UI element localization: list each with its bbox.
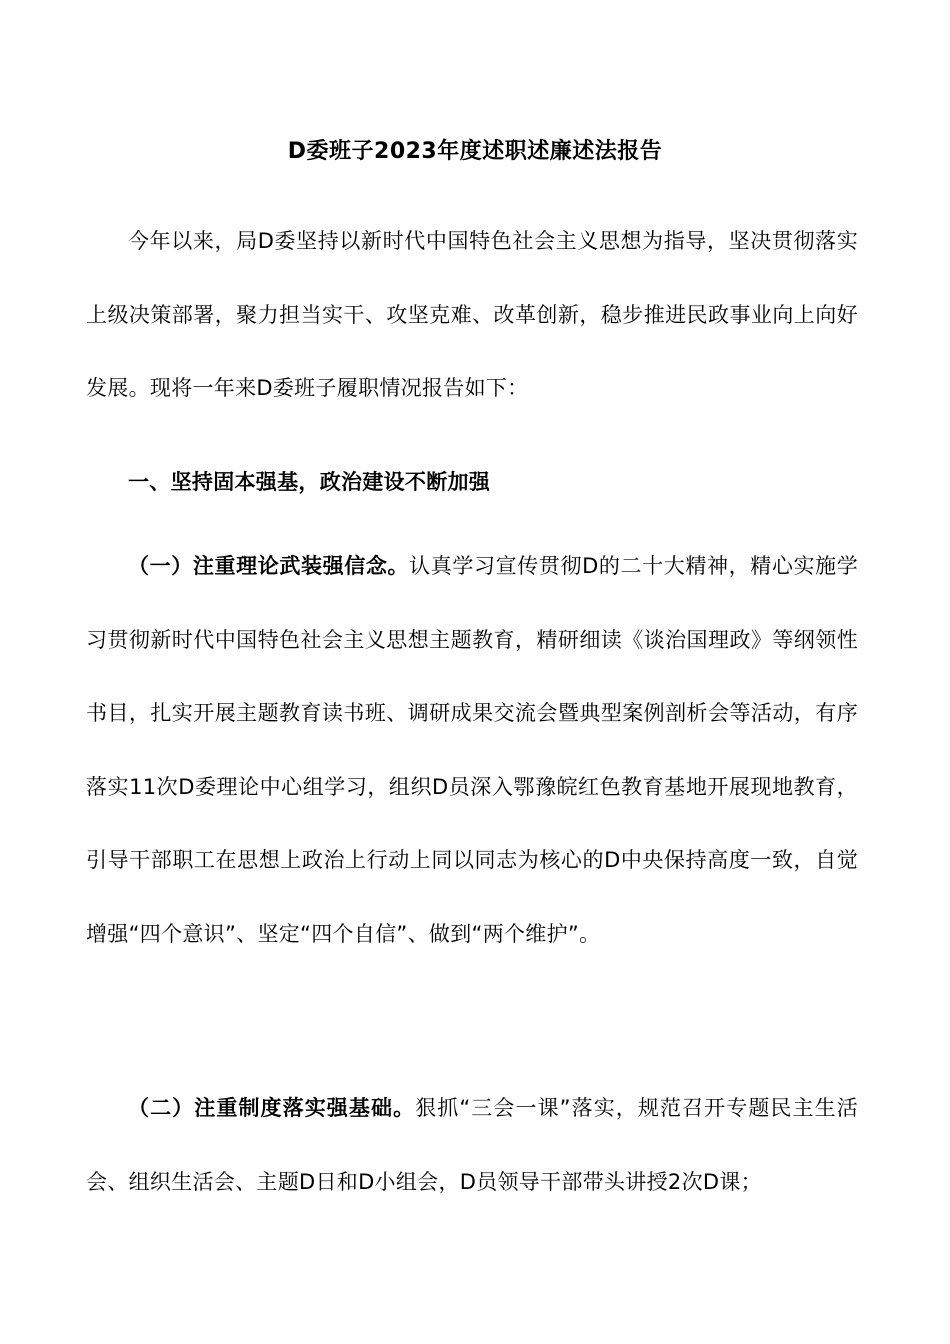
item-2-lead: （二）注重制度落实强基础。	[128, 1096, 416, 1120]
document-title: D委班子2023年度述职述廉述法报告	[287, 139, 663, 164]
section-heading: 一、坚持固本强基，政治建设不断加强	[128, 470, 491, 494]
item-1-body: 认真学习宣传贯彻D的二十大精神，精心实施学习贯彻新时代中国特色社会主义思想主题教育，精研细读《谈治国理政》等纲领性书目，扎实开展主题教育读书班、调研成果交流会暨典型案例剖析会等活动，有序落实11次D委理论中心组学习，组织D员深入鄂豫皖红色教育基地开展现地教育，引导干部职工在思想上政治上行动上同以同志为核心的D中央保持高度一致，自觉增强“四个意识”、坚定“四个自信”、做到“两个维护”。	[86, 554, 859, 946]
section-item-1	[86, 530, 858, 971]
intro-paragraph: 今年以来，局D委坚持以新时代中国特色社会主义思想为指导，坚决贯彻落实上级决策部署，聚力担当实干、攻坚克难、改革创新，稳步推进民政事业向上向好发展。现将一年来D委班子履职情况报告如下：	[86, 229, 858, 400]
section-item-2	[86, 1072, 858, 1219]
item-2-body: 狠抓“三会一课”落实，规范召开专题民主生活会、组织生活会、主题D日和D小组会，D员领导干部带头讲授2次D课；	[86, 1096, 858, 1194]
item-1-lead: （一）注重理论武装强信念。	[128, 554, 410, 578]
